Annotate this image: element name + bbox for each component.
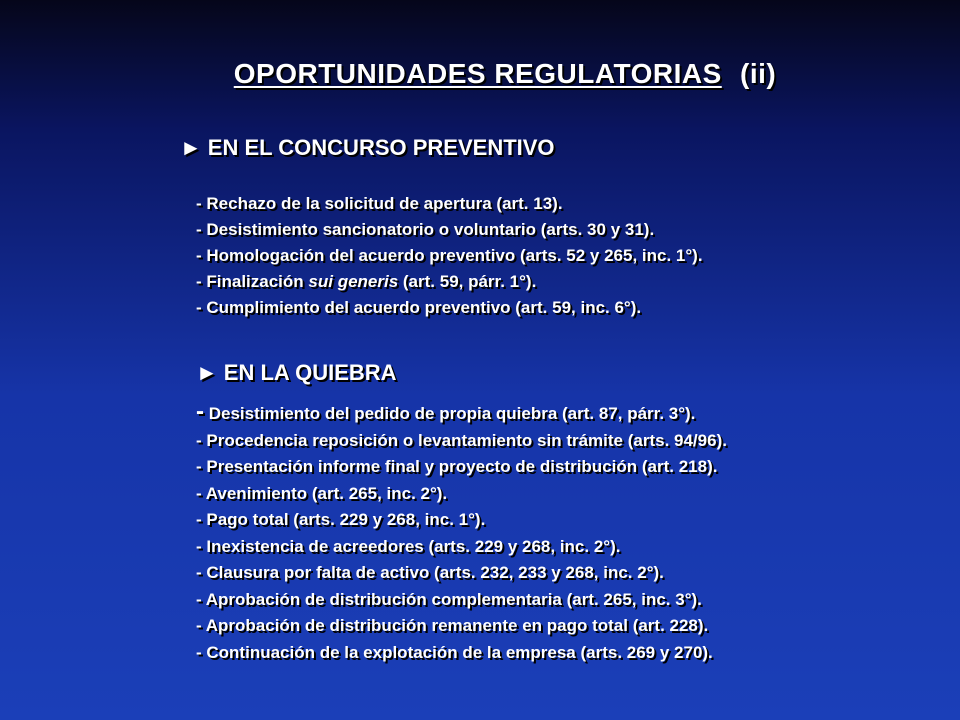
- item-italic-text: sui generis: [308, 272, 399, 291]
- list-item: [196, 399, 727, 428]
- list-item: - Pago total (arts. 229 y 268, inc. 1°).: [196, 510, 486, 529]
- concurso-item-list: [196, 191, 703, 321]
- arrow-bullet-icon: ►: [180, 135, 202, 160]
- item-text: - Desistimiento sancionatorio o voluntario (arts. 30 y 31).: [196, 220, 655, 239]
- section-heading-quiebra: [196, 360, 397, 386]
- item-text: - Rechazo de la solicitud de apertura (art. 13).: [196, 194, 563, 213]
- item-text: - Homologación del acuerdo preventivo (arts. 52 y 265, inc. 1°).: [196, 246, 703, 265]
- list-item: [196, 243, 703, 269]
- list-item: - Clausura por falta de activo (arts. 232, 233 y 268, inc. 2°).: [196, 563, 664, 582]
- section-heading-label: EN LA QUIEBRA: [223, 360, 397, 385]
- list-item: [196, 217, 703, 243]
- item-text: - Finalización: [196, 272, 309, 291]
- slide-title-suffix: (ii): [740, 58, 777, 89]
- list-item: [196, 191, 703, 217]
- quiebra-item-list: [196, 399, 727, 666]
- item-text: - Cumplimiento del acuerdo preventivo (art. 59, inc. 6°).: [196, 298, 642, 317]
- list-item: - Aprobación de distribución complementaria (art. 265, inc. 3°).: [196, 589, 702, 609]
- list-item: - Avenimiento (art. 265, inc. 2°).: [196, 483, 448, 503]
- list-item: [196, 269, 703, 295]
- arrow-bullet-icon: ►: [196, 360, 218, 385]
- list-item: [196, 295, 703, 321]
- slide-title: [0, 58, 960, 90]
- item-dash: -: [196, 398, 204, 425]
- list-item: - Presentación informe final y proyecto de distribución (art. 218).: [196, 457, 718, 476]
- list-item: - Procedencia reposición o levantamiento sin trámite (arts. 94/96).: [196, 430, 727, 450]
- list-item: - Continuación de la explotación de la empresa (arts. 269 y 270).: [196, 642, 713, 662]
- section-heading-label: EN EL CONCURSO PREVENTIVO: [207, 135, 555, 160]
- list-item: - Inexistencia de acreedores (arts. 229 y 268, inc. 2°).: [196, 536, 621, 556]
- item-text: Desistimiento del pedido de propia quiebra (art. 87, párr. 3°).: [204, 404, 696, 423]
- list-item: - Aprobación de distribución remanente en pago total (art. 228).: [196, 616, 709, 635]
- item-text-suffix: (art. 59, párr. 1°).: [398, 272, 537, 291]
- slide-title-main: OPORTUNIDADES REGULATORIAS: [233, 58, 722, 89]
- section-heading-concurso: [180, 135, 555, 161]
